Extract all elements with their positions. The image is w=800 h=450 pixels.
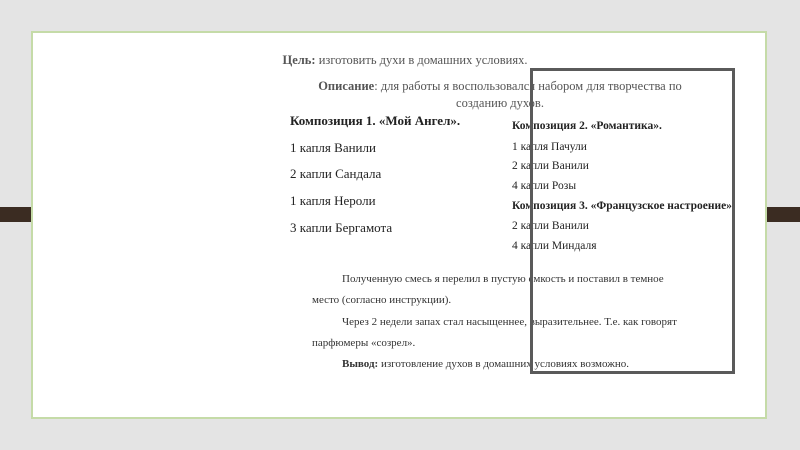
composition-1-item: 3 капли Бергамота	[290, 220, 393, 235]
desc-text-2: созданию духов.	[456, 96, 544, 110]
goal-line	[230, 52, 580, 69]
composition-1-item: 2 капли Сандала	[290, 166, 382, 181]
highlight-frame	[530, 68, 735, 374]
composition-1-item: 1 капля Ванили	[290, 140, 376, 155]
composition-1-title: Композиция 1. «Мой Ангел».	[290, 113, 461, 128]
composition-3-title: Композиция 3. «Французское настроение».	[512, 200, 735, 212]
left-decor-bar	[0, 207, 34, 222]
conclusion-text: изготовление духов в домашних условиях возможно.	[378, 358, 629, 370]
composition-1-item: 1 капля Нероли	[290, 193, 376, 208]
desc-text-1: : для работы я воспользовался набором для творчества по	[374, 79, 682, 93]
composition-2-item: 2 капли Ванили	[512, 160, 589, 172]
paragraph-1-line-1: Полученную смесь я перелил в пустую емкость и поставил в темное	[342, 273, 664, 285]
goal-text: изготовить духи в домашних условиях.	[315, 53, 528, 67]
composition-2-item: 4 капли Розы	[512, 180, 577, 192]
paragraph-2-line-1: Через 2 недели запах стал насыщеннее, выразительнее. Т.е. как говорят	[342, 316, 677, 328]
composition-2-item: 1 капля Пачули	[512, 141, 587, 153]
right-decor-bar	[766, 207, 800, 222]
paragraph-1-line-2: место (согласно инструкции).	[312, 294, 452, 306]
goal-label: Цель:	[282, 53, 316, 67]
paragraph-2-line-2: парфюмеры «созрел».	[312, 337, 416, 349]
conclusion-label: Вывод:	[342, 358, 379, 370]
composition-3-item: 4 капли Миндаля	[512, 240, 597, 252]
composition-3-item: 2 капли Ванили	[512, 220, 589, 232]
composition-2-title: Композиция 2. «Романтика».	[512, 120, 662, 132]
desc-label: Описание	[318, 79, 375, 93]
